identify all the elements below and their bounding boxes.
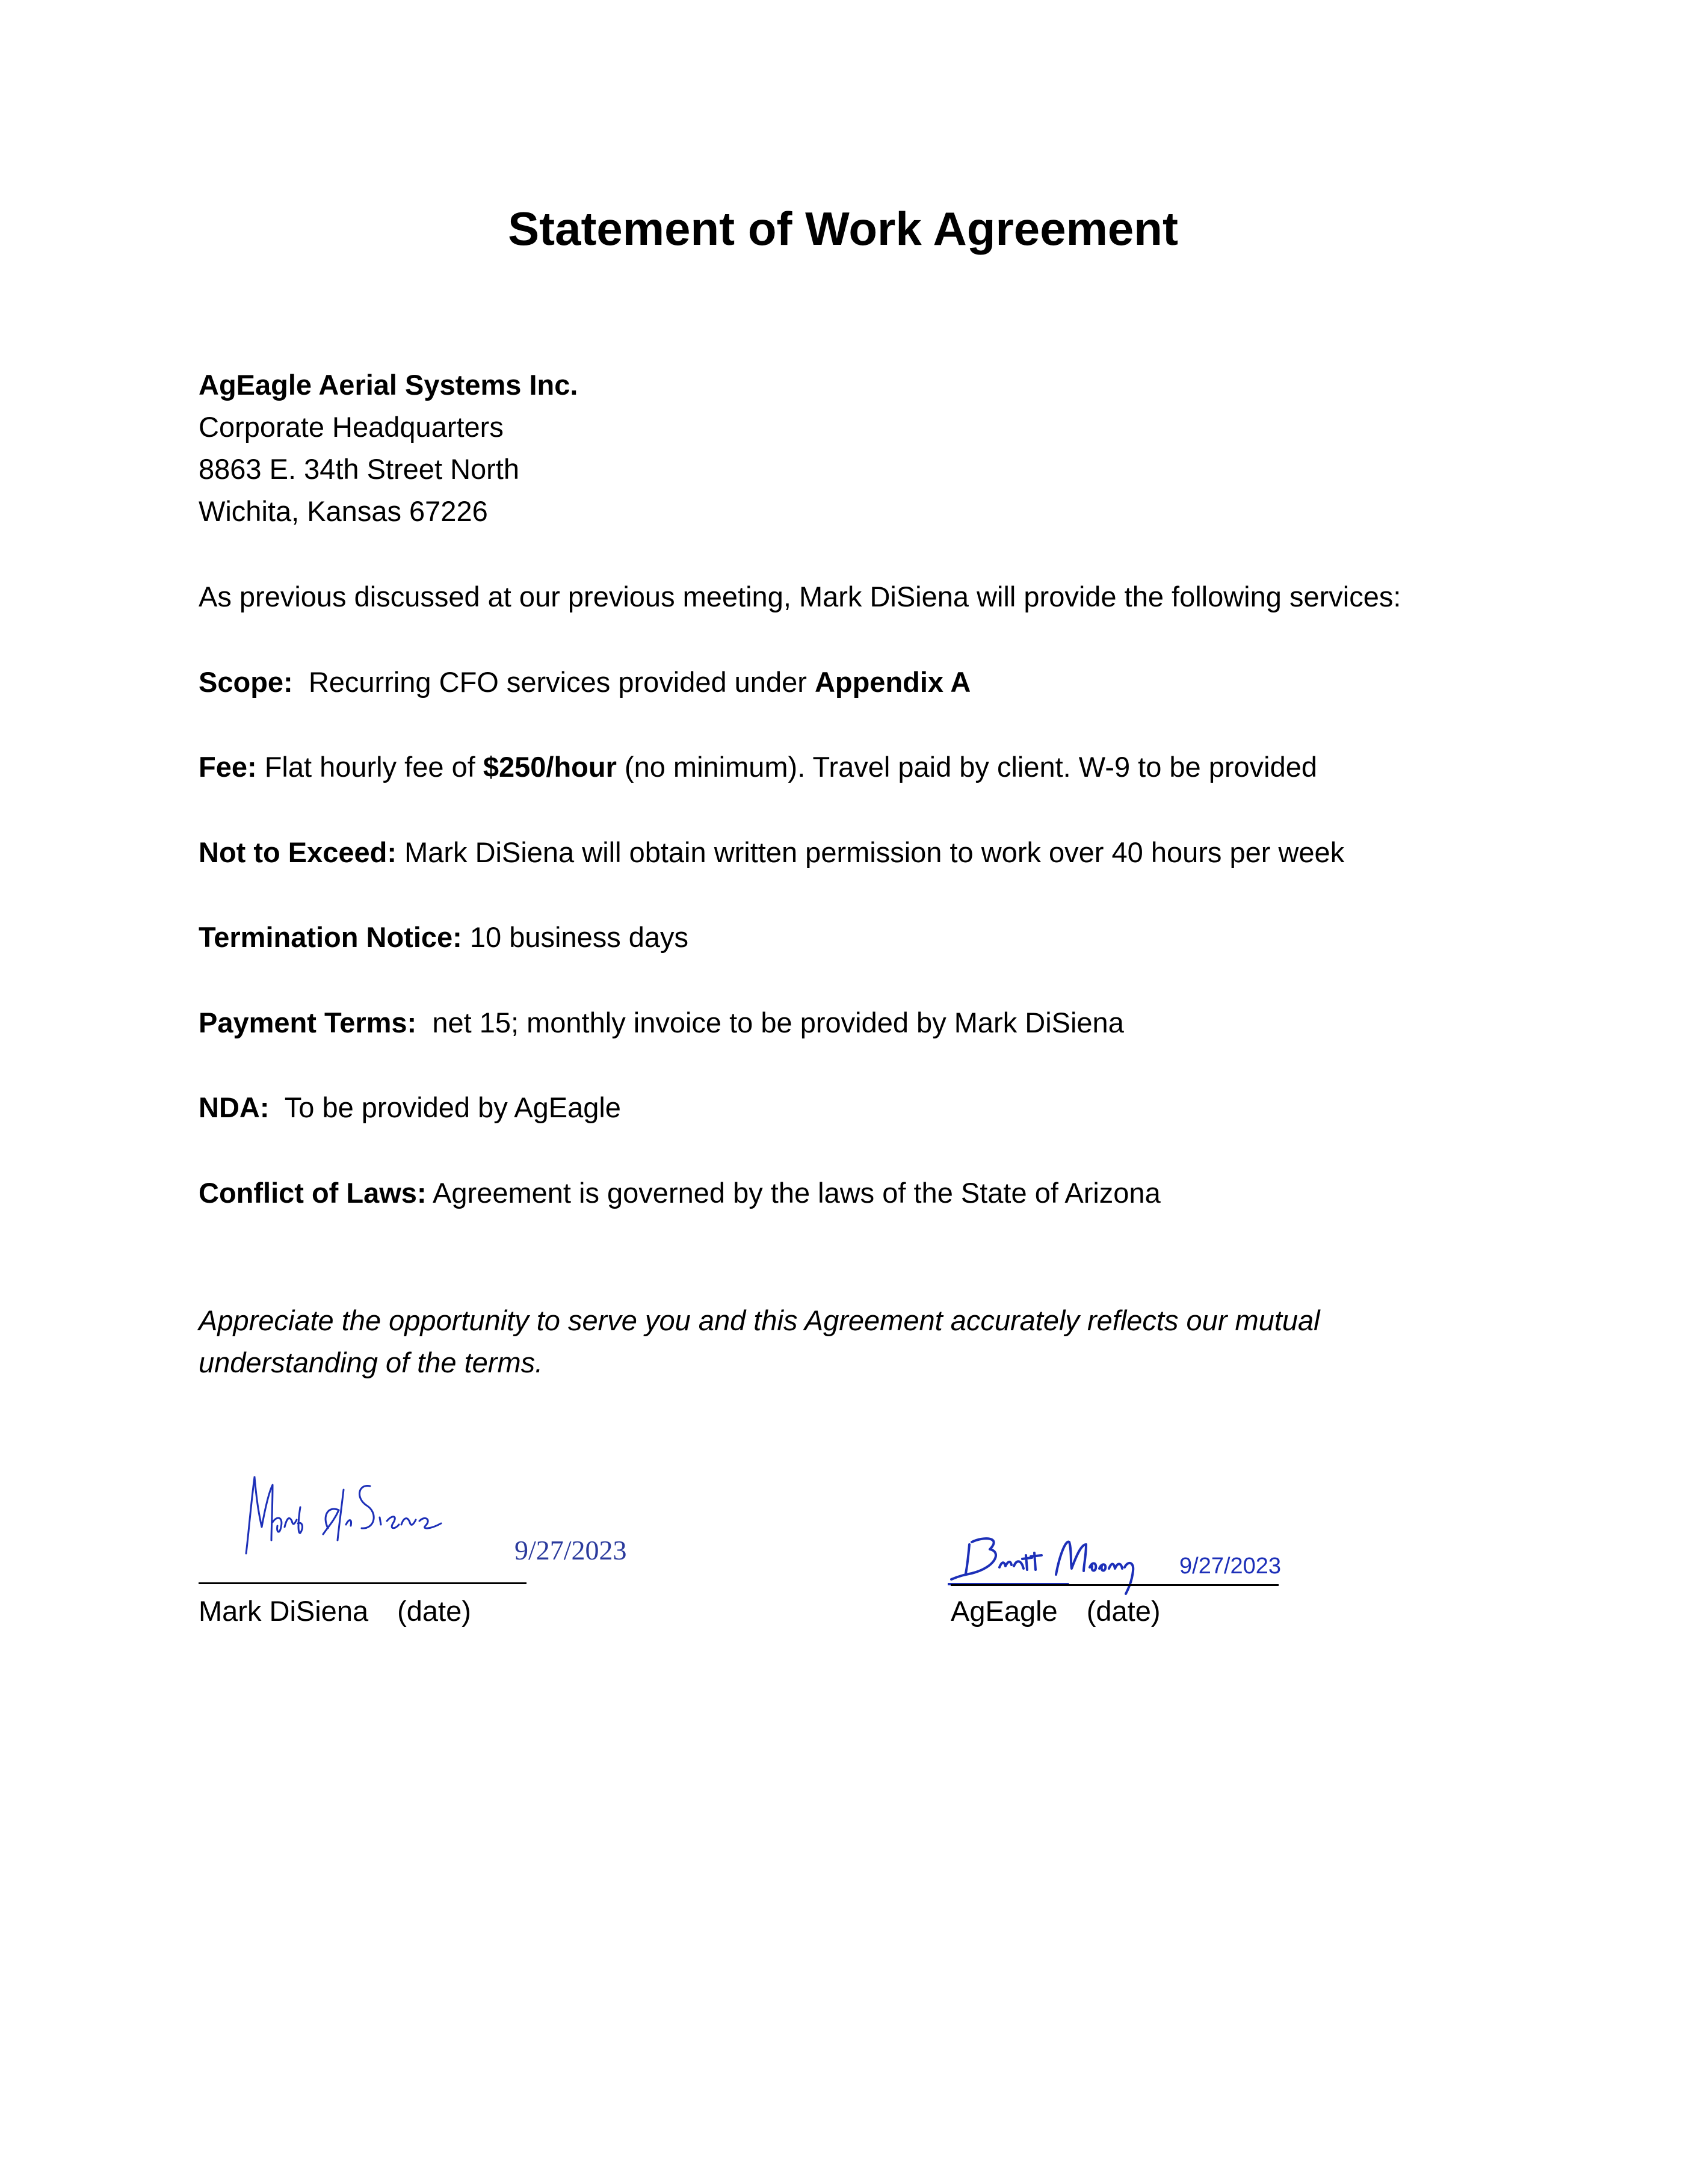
termination-term xyxy=(199,919,688,955)
company-name: AgEagle Aerial Systems Inc. xyxy=(199,369,578,401)
term-emphasis: Appendix A xyxy=(814,666,971,698)
right-signature-caption xyxy=(951,1593,1160,1629)
term-label: NDA: xyxy=(199,1091,270,1123)
term-text: Agreement is governed by the laws of the State of Arizona xyxy=(426,1177,1161,1209)
right-signature-line xyxy=(951,1584,1279,1586)
term-text: (no minimum). Travel paid by client. W-9 to be provided xyxy=(616,751,1318,783)
fee-term xyxy=(199,749,1317,785)
signer-name: Mark DiSiena xyxy=(199,1595,369,1627)
term-label: Scope: xyxy=(199,666,293,698)
left-signature-caption xyxy=(199,1593,471,1629)
address-line-3: Wichita, Kansas 67226 xyxy=(199,495,488,527)
term-label: Conflict of Laws: xyxy=(199,1177,427,1209)
nda-term xyxy=(199,1090,621,1126)
term-label: Not to Exceed: xyxy=(199,836,397,868)
term-text: 10 business days xyxy=(462,921,689,953)
closing-line-1: Appreciate the opportunity to serve you and this Agreement accurately reflects our mutual xyxy=(199,1304,1320,1336)
not-to-exceed-term xyxy=(199,834,1344,871)
term-text: Flat hourly fee of xyxy=(256,751,483,783)
left-signature-date: 9/27/2023 xyxy=(514,1535,627,1566)
signer-name: AgEagle xyxy=(951,1595,1058,1627)
payment-term xyxy=(199,1005,1124,1041)
address-line-2: 8863 E. 34th Street North xyxy=(199,453,519,485)
term-text: Recurring CFO services provided under xyxy=(292,666,815,698)
term-label: Termination Notice: xyxy=(199,921,462,953)
left-signature-line xyxy=(199,1582,526,1584)
term-text: To be provided by AgEagle xyxy=(269,1091,621,1123)
document-title: Statement of Work Agreement xyxy=(508,202,1178,255)
signature-agEagle xyxy=(948,1531,1170,1597)
term-text: Mark DiSiena will obtain written permission to work over 40 hours per week xyxy=(397,836,1345,868)
closing-line-2: understanding of the terms. xyxy=(199,1346,543,1378)
address-line-1: Corporate Headquarters xyxy=(199,411,504,443)
right-signature-date: 9/27/2023 xyxy=(1179,1553,1282,1579)
date-label: (date) xyxy=(397,1595,471,1627)
conflict-term xyxy=(199,1175,1161,1211)
fee-rate: $250/hour xyxy=(483,751,617,783)
term-label: Payment Terms: xyxy=(199,1007,417,1038)
scope-term xyxy=(199,664,971,700)
intro-text: As previous discussed at our previous meeting, Mark DiSiena will provide the following services: xyxy=(199,581,1401,612)
term-label: Fee: xyxy=(199,751,257,783)
signature-mark-disiena xyxy=(238,1450,466,1564)
term-text: net 15; monthly invoice to be provided by Mark DiSiena xyxy=(416,1007,1124,1038)
date-label: (date) xyxy=(1086,1595,1161,1627)
